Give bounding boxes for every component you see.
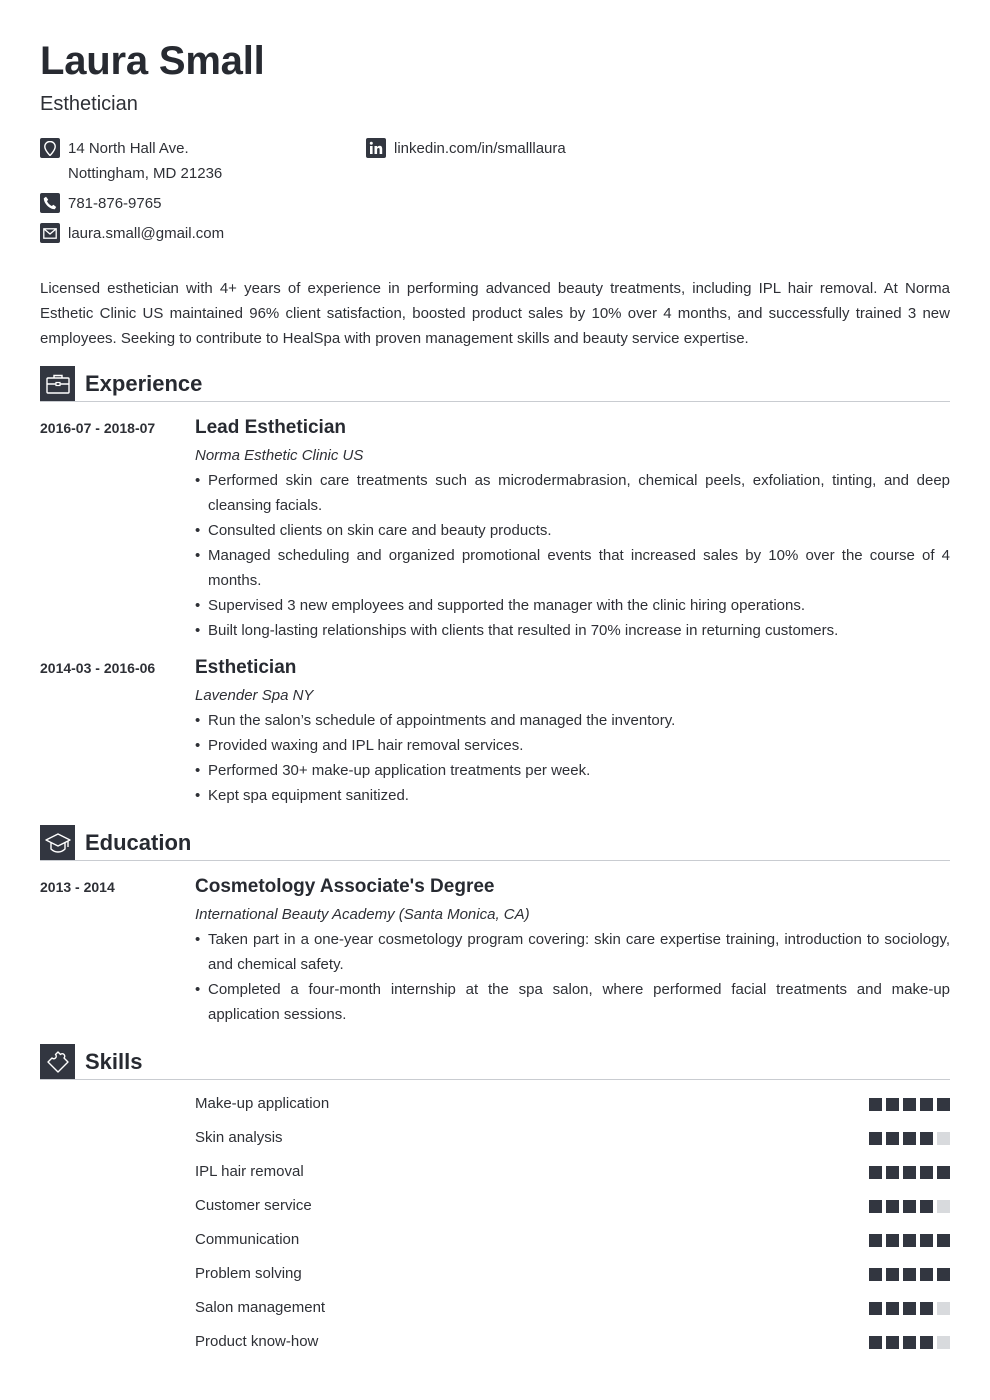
skill-rating: [869, 1268, 950, 1281]
entry-body: [195, 875, 950, 1027]
entry-dates: 2016-07 - 2018-07: [40, 420, 156, 436]
rating-square-filled: [903, 1166, 916, 1179]
skill-row: [195, 1094, 950, 1114]
rating-square-filled: [903, 1132, 916, 1145]
rating-square-filled: [869, 1098, 882, 1111]
experience-section-header: [40, 366, 950, 402]
rating-square-filled: [920, 1132, 933, 1145]
entry-organization: Lavender Spa NY: [195, 687, 314, 704]
rating-square-filled: [886, 1302, 899, 1315]
bullet-item: • Performed 30+ make-up application treatments per week.: [195, 758, 950, 783]
skills-title: Skills: [85, 1049, 143, 1074]
map-pin-icon: [40, 138, 60, 158]
rating-square-filled: [903, 1098, 916, 1111]
skill-rating: [869, 1132, 950, 1145]
skill-row: [195, 1162, 950, 1182]
rating-square-filled: [886, 1336, 899, 1349]
skill-rating: [869, 1234, 950, 1247]
linkedin-url[interactable]: linkedin.com/in/smalllaura: [394, 140, 566, 157]
rating-square-filled: [886, 1132, 899, 1145]
bullet-list: [195, 708, 950, 808]
entry-organization: International Beauty Academy (Santa Monica, CA): [195, 906, 530, 923]
rating-square-filled: [937, 1268, 950, 1281]
rating-square-filled: [937, 1166, 950, 1179]
graduation-cap-icon: [40, 825, 75, 860]
entry-dates: 2013 - 2014: [40, 879, 115, 895]
skill-row: [195, 1332, 950, 1352]
address-line-2: Nottingham, MD 21236: [68, 165, 223, 182]
bullet-list: [195, 468, 950, 643]
education-section-header: [40, 825, 950, 861]
linkedin-icon: [366, 138, 386, 158]
email-address[interactable]: laura.small@gmail.com: [68, 225, 225, 242]
bullet-item: • Consulted clients on skin care and beauty products.: [195, 518, 950, 543]
rating-square-filled: [920, 1336, 933, 1349]
contact-linkedin: [366, 136, 566, 161]
bullet-item: • Run the salon’s schedule of appointments and managed the inventory.: [195, 708, 950, 733]
entry-title: Lead Esthetician: [195, 417, 346, 438]
skill-rating: [869, 1098, 950, 1111]
skill-row: [195, 1128, 950, 1148]
rating-square-filled: [920, 1234, 933, 1247]
rating-square-filled: [869, 1234, 882, 1247]
rating-square-filled: [886, 1200, 899, 1213]
entry-dates: 2014-03 - 2016-06: [40, 660, 156, 676]
envelope-icon: [40, 223, 60, 243]
bullet-item: • Built long-lasting relationships with clients that resulted in 70% increase in returning customers.: [195, 618, 950, 643]
bullet-item: • Completed a four-month internship at the spa salon, where performed facial treatments and make-up application sessions.: [195, 977, 950, 1027]
professional-summary: Licensed esthetician with 4+ years of experience in performing advanced beauty treatments, including IPL hair removal. At Norma Esthetic Clinic US maintained 96% client satisfaction, boosted product sales by 10% over 4 months, and successfully trained 3 new employees. Seeking to contribute to HealSpa with proven management skills and beauty service expertise.: [40, 280, 950, 347]
candidate-name: Laura Small: [40, 39, 265, 83]
rating-square-filled: [920, 1200, 933, 1213]
contact-address: [40, 136, 222, 186]
skill-row: [195, 1264, 950, 1284]
rating-square-filled: [937, 1098, 950, 1111]
phone-icon: [40, 193, 60, 213]
entry-title: Cosmetology Associate's Degree: [195, 876, 495, 897]
skill-row: [195, 1230, 950, 1250]
skill-rating: [869, 1336, 950, 1349]
entry-title: Esthetician: [195, 657, 297, 678]
phone-number[interactable]: 781-876-9765: [68, 195, 162, 212]
rating-square-filled: [886, 1166, 899, 1179]
rating-square-filled: [869, 1302, 882, 1315]
rating-square-filled: [869, 1336, 882, 1349]
bullet-item: • Managed scheduling and organized promotional events that increased sales by 10% over the course of 4 months.: [195, 543, 950, 593]
rating-square-filled: [903, 1336, 916, 1349]
bullet-item: • Kept spa equipment sanitized.: [195, 783, 950, 808]
skill-name: Skin analysis: [195, 1129, 283, 1146]
rating-square-filled: [920, 1268, 933, 1281]
skill-name: Customer service: [195, 1197, 312, 1214]
job-title: Esthetician: [40, 93, 138, 115]
rating-square-filled: [886, 1098, 899, 1111]
bullet-list: [195, 927, 950, 1027]
skill-name: Salon management: [195, 1299, 326, 1316]
rating-square-empty: [937, 1336, 950, 1349]
rating-square-filled: [920, 1098, 933, 1111]
rating-square-empty: [937, 1200, 950, 1213]
briefcase-icon: [40, 366, 75, 401]
puzzle-piece-icon: [40, 1044, 75, 1079]
bullet-item: • Provided waxing and IPL hair removal services.: [195, 733, 950, 758]
bullet-item: • Supervised 3 new employees and supported the manager with the clinic hiring operations.: [195, 593, 950, 618]
rating-square-filled: [903, 1200, 916, 1213]
bullet-item: • Taken part in a one-year cosmetology program covering: skin care expertise training, introduction to sociology, and chemical safety.: [195, 927, 950, 977]
entry-body: [195, 416, 950, 643]
skill-name: Problem solving: [195, 1265, 302, 1282]
rating-square-filled: [920, 1166, 933, 1179]
skill-row: [195, 1196, 950, 1216]
skill-row: [195, 1298, 950, 1318]
entry-body: [195, 656, 950, 808]
entry-organization: Norma Esthetic Clinic US: [195, 447, 364, 464]
address-line-1: 14 North Hall Ave.: [68, 140, 189, 157]
rating-square-empty: [937, 1302, 950, 1315]
rating-square-filled: [869, 1166, 882, 1179]
skill-rating: [869, 1302, 950, 1315]
rating-square-filled: [886, 1234, 899, 1247]
skill-name: Product know-how: [195, 1333, 319, 1350]
contact-phone: [40, 191, 161, 216]
rating-square-filled: [869, 1268, 882, 1281]
rating-square-filled: [869, 1200, 882, 1213]
rating-square-filled: [869, 1132, 882, 1145]
skill-name: Make-up application: [195, 1095, 330, 1112]
skill-rating: [869, 1166, 950, 1179]
rating-square-filled: [920, 1302, 933, 1315]
skills-section-header: [40, 1044, 950, 1080]
rating-square-empty: [937, 1132, 950, 1145]
experience-title: Experience: [85, 371, 203, 396]
rating-square-filled: [903, 1302, 916, 1315]
bullet-item: • Performed skin care treatments such as microdermabrasion, chemical peels, exfoliation, tinting, and deep cleansing facials.: [195, 468, 950, 518]
rating-square-filled: [903, 1268, 916, 1281]
education-title: Education: [85, 830, 192, 855]
rating-square-filled: [903, 1234, 916, 1247]
skill-name: Communication: [195, 1231, 300, 1248]
skill-name: IPL hair removal: [195, 1163, 304, 1180]
contact-email: [40, 221, 224, 246]
rating-square-filled: [937, 1234, 950, 1247]
skill-rating: [869, 1200, 950, 1213]
rating-square-filled: [886, 1268, 899, 1281]
